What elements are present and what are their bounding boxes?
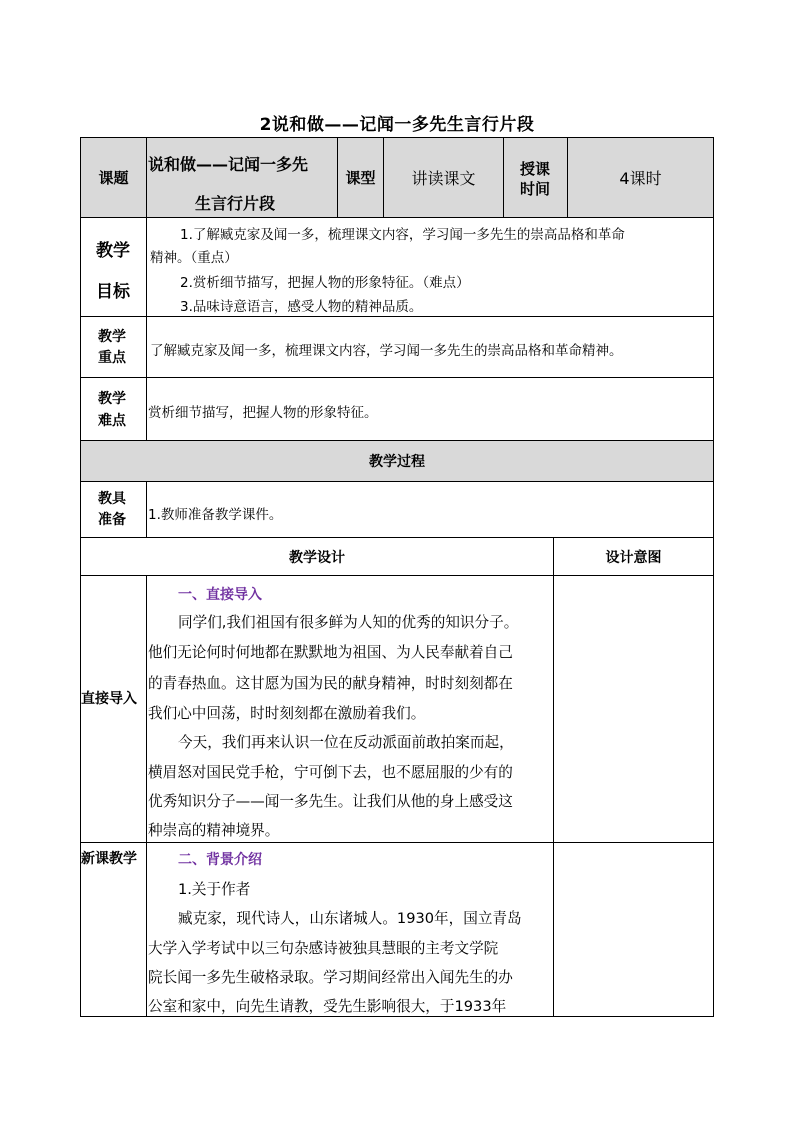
intro-line: 优秀知识分子——闻一多先生。让我们从他的身上感受这 [148,793,513,810]
intro-line: 他们无论何时何地都在默默地为祖国、为人民奉献着自己 [148,644,513,661]
newlesson-sub: 1.关于作者 [178,881,251,898]
intent-header: 设计意图 [605,549,662,566]
intro-label: 直接导入 [81,691,137,707]
goals-label-line1: 教学 [96,241,130,261]
newlesson-line: 臧克家，现代诗人，山东诸城人。1930年，国立青岛 [178,910,522,927]
tools-label-line1: 教具 [98,491,126,507]
type-label: 课型 [345,169,376,187]
page-title: 2说和做——记闻一多先生言行片段 [259,115,535,135]
intro-line: 同学们,我们祖国有很多鲜为人知的优秀的知识分子。 [178,614,519,631]
tools-label-line2: 准备 [98,512,126,528]
newlesson-label-cell [80,842,147,1017]
tools-text: 1.教师准备教学课件。 [148,507,283,523]
course-value-line2: 生言行片段 [195,194,276,213]
newlesson-intent-cell [553,842,714,1017]
goals-line-4: 3.品味诗意语言，感受人物的精神品质。 [180,299,423,315]
keypoints-label-line1: 教学 [98,329,126,345]
newlesson-line: 公室和家中，向先生请教，受先生影响很大，于1933年 [148,998,507,1015]
difficulties-label-line2: 难点 [98,413,126,429]
intro-line: 的青春热血。这甘愿为国为民的献身精神，时时刻刻都在 [148,675,513,692]
intro-heading: 一、直接导入 [178,587,262,603]
intro-line: 今天，我们再来认识一位在反动派面前敢拍案而起， [178,734,514,751]
time-label-line2: 时间 [520,180,551,198]
difficulties-label-line1: 教学 [98,391,126,407]
newlesson-heading: 二、背景介绍 [178,852,262,868]
keypoints-label-line2: 重点 [98,350,126,366]
intro-intent-cell [553,575,714,843]
intro-line: 横眉怒对国民党手枪，宁可倒下去，也不愿屈服的少有的 [148,764,513,781]
time-label-line1: 授课 [520,160,551,178]
process-header: 教学过程 [369,454,425,470]
course-label: 课题 [98,169,129,187]
newlesson-line: 院长闻一多先生破格录取。学习期间经常出入闻先生的办 [148,969,513,986]
intro-label-cell [80,575,147,843]
newlesson-label: 新课教学 [81,851,137,867]
newlesson-line: 大学入学考试中以三句杂感诗被独具慧眼的主考文学院 [148,940,499,957]
goals-line-3: 2.赏析细节描写，把握人物的形象特征。（难点） [180,275,470,291]
design-header: 教学设计 [289,549,345,566]
type-value: 讲读课文 [411,169,476,188]
difficulties-text: 赏析细节描写，把握人物的形象特征。 [148,405,378,421]
course-value-line1: 说和做——记闻一多先 [148,155,309,174]
goals-line-2: 精神。（重点） [150,250,238,266]
time-value: 4课时 [619,169,662,188]
intro-line: 我们心中回荡，时时刻刻都在激励着我们。 [148,705,426,722]
intro-line: 种崇高的精神境界。 [148,822,280,839]
goals-label-line2: 目标 [96,282,130,302]
keypoints-text: 了解臧克家及闻一多，梳理课文内容，学习闻一多先生的崇高品格和革命精神。 [150,343,623,359]
difficulties-label-cell [80,377,147,441]
goals-line-1: 1.了解臧克家及闻一多，梳理课文内容，学习闻一多先生的崇高品格和革命 [180,227,625,243]
goals-label-cell [80,217,147,317]
